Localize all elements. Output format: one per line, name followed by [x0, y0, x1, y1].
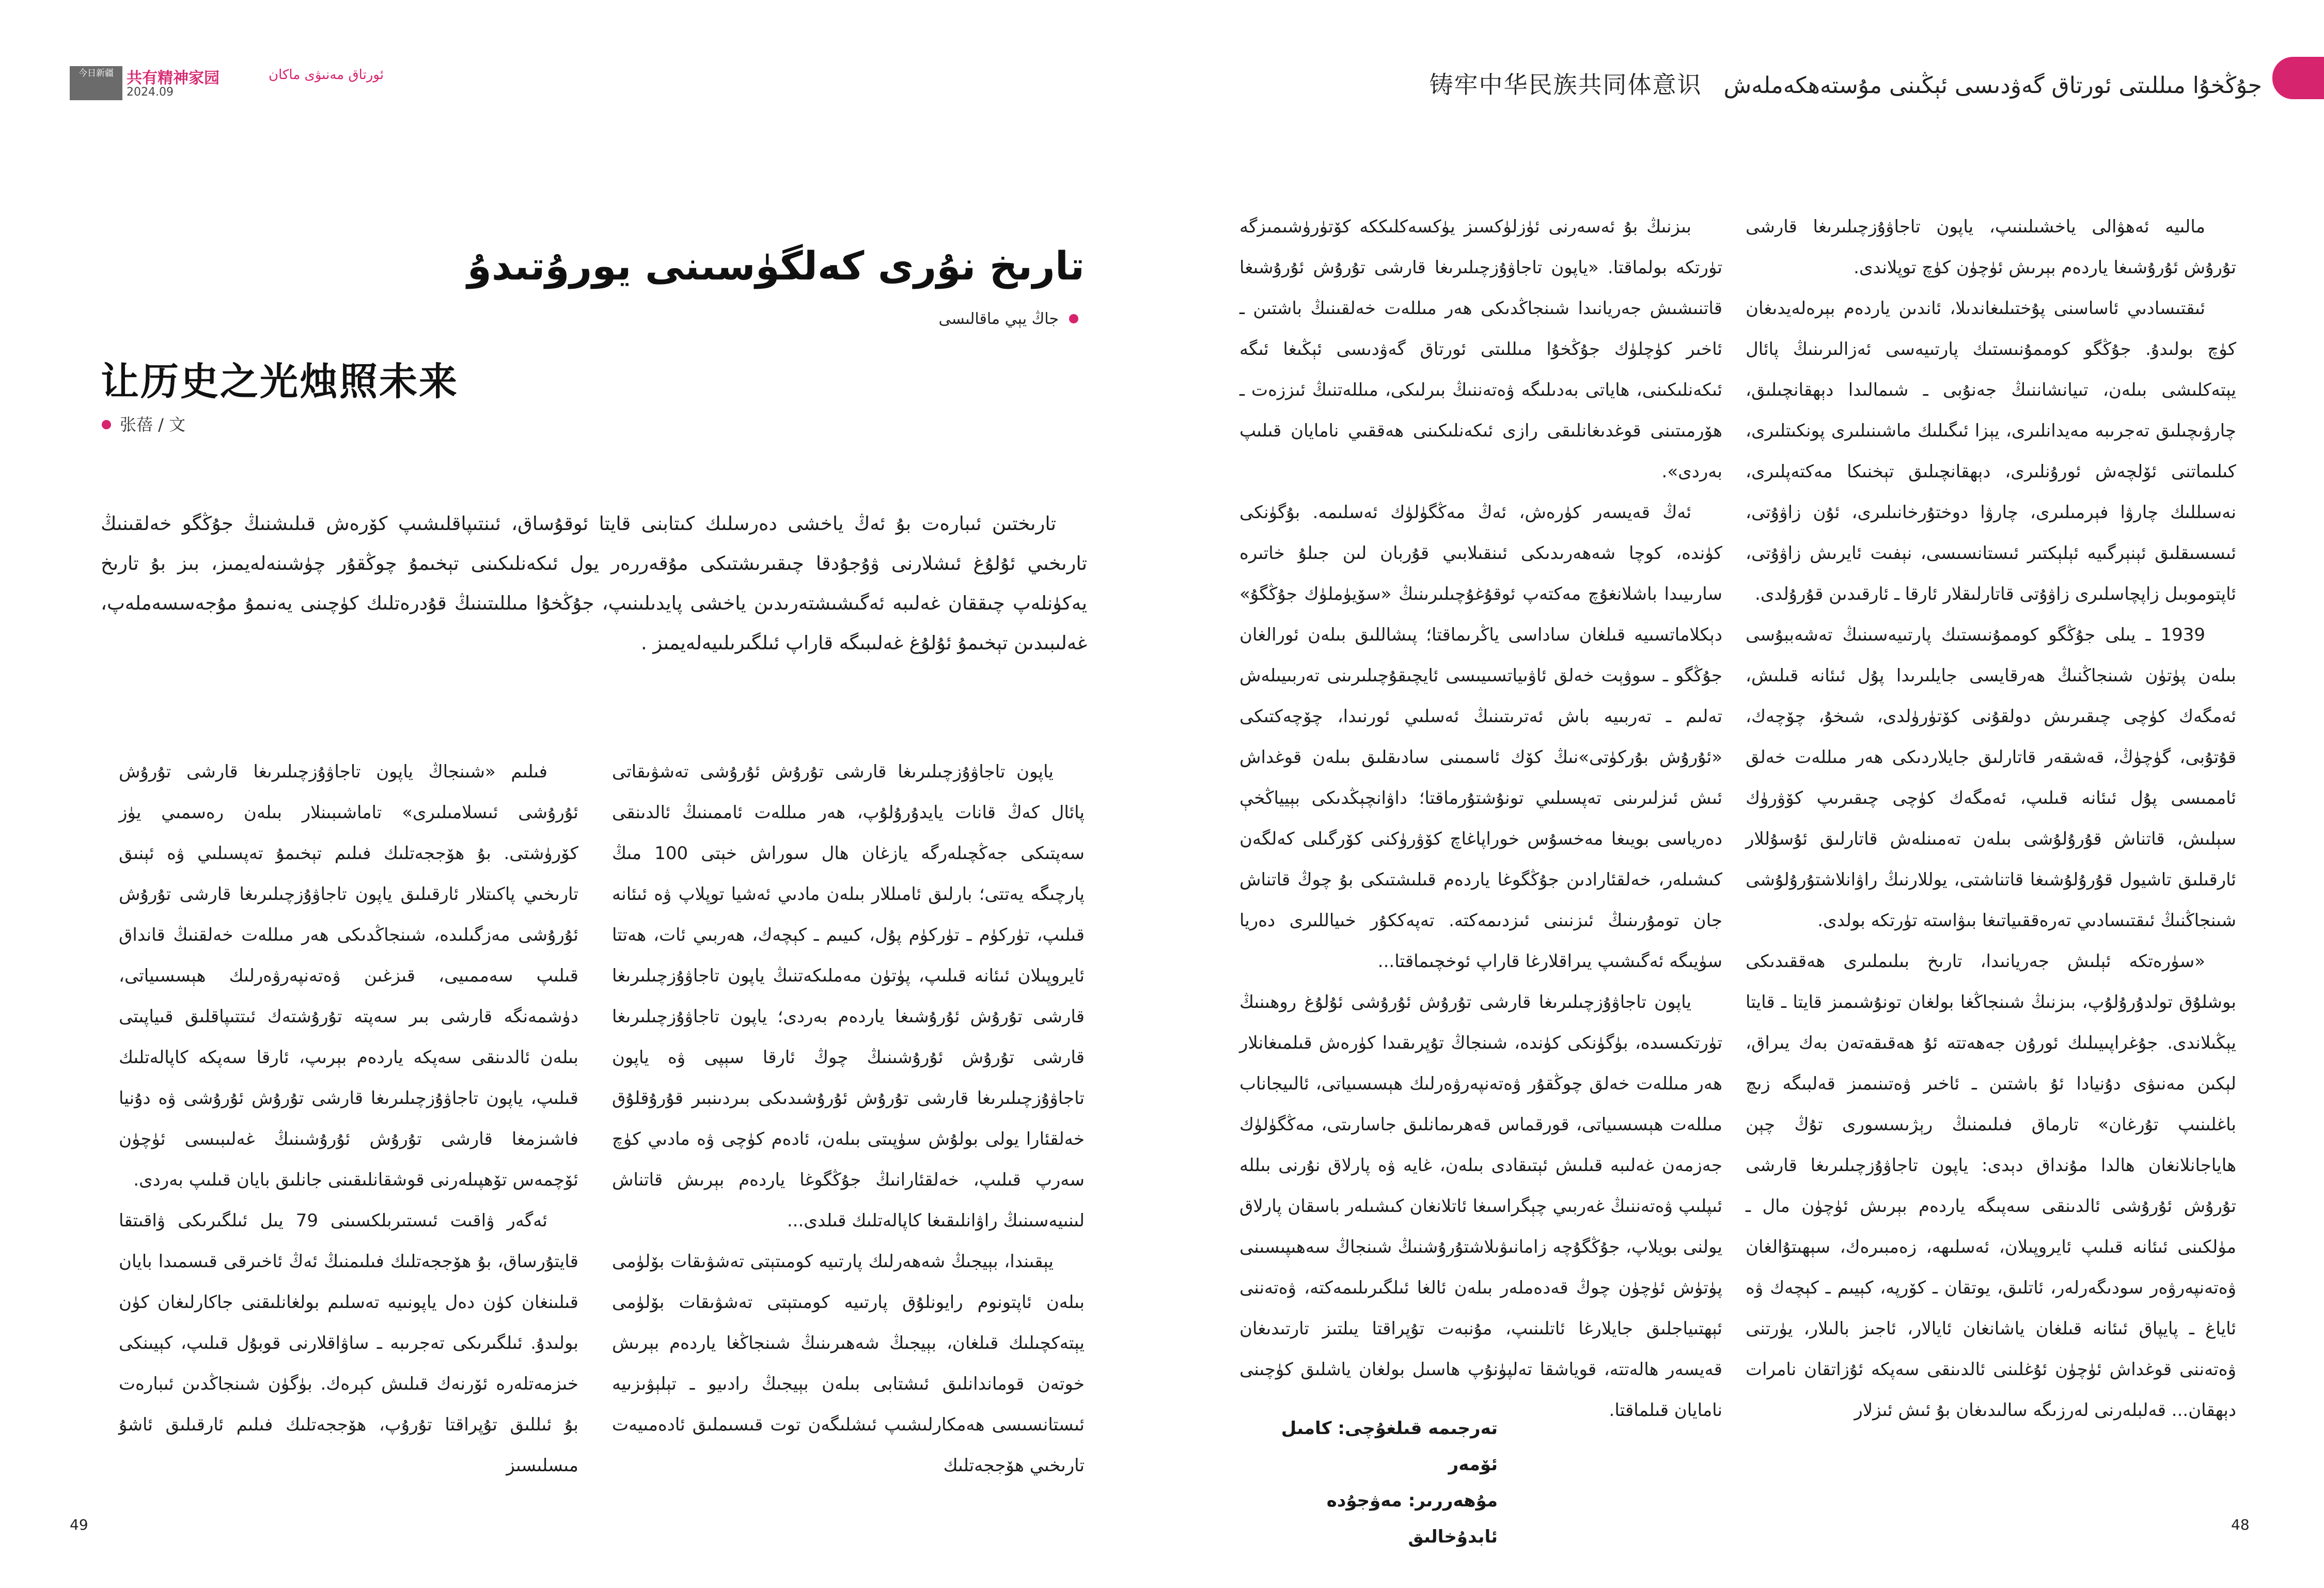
bullet-dot — [1069, 314, 1078, 323]
section-brand-cn: 共有精神家园 — [127, 69, 219, 87]
paragraph: 1939 ـ يىلى جۇڭگو كوممۇنىستىك پارتىيەسىنىڭ تەشەببۇسى بىلەن پۈتۈن شىنجاڭنىڭ ھەرقايسى جايلىرىدا پۇل ئىئانە قىلىش، ئەمگەك كۈچى چىقىرىش دولقۇنى كۆتۈرۈلدى، شىخۇ، چۆچەك، قۇتۇبى، گۈچۈڭ، قەشقەر قاتارلىق جايلاردىكى ھەر مىللەت خەلق ئاممىسى پۇل ئىئانە قىلىپ، ئەمگەك كۈچى چىقىرىپ كۆۋرۈك سېلىش، قاتناش قۇرۇلۇشى بىلەن تەمىنلەش قاتارلىق ئۇسۇللار ئارقىلىق تاشيول قۇرۇلۇشىغا قاتناشتى، يوللارنىڭ راۋانلاشتۇرۇلۇشى شىنجاڭنىڭ ئىقتىسادىي تەرەققىياتىغا بىۋاستە تۈرتكە بولدى. — [1746, 625, 2236, 931]
article-author-cn: 张蓓 / 文 — [120, 415, 186, 434]
right-page-column-1 — [1746, 207, 2236, 1506]
translator-credit: تەرجىمە قىلغۇچى: كامىل ئۆمەر — [1281, 1418, 1498, 1475]
paragraph: مالىيە ئەھۋالى ياخشىلىنىپ، ياپون تاجاۋۇزچىلىرىغا قارشى تۇرۇش ئۇرۇشىغا ياردەم بېرىش ئۈچۈن كۈچ توپلاندى. — [1746, 216, 2236, 278]
bullet-dot — [102, 420, 111, 429]
section-brand-ug: ئورتاق مەنىۋى ماكان — [269, 67, 384, 83]
paragraph: ئەڭ قەيسەر كۈرەش، ئەڭ مەڭگۈلۈك ئەسلىمە. بۇگۈنكى كۈندە، كوچا شەھەرىدىكى ئىنقىلابىي قۇربان لىن جىلۇ خاتىرە سارىيىدا باشلانغۇچ مەكتەپ ئوقۇغۇچىلىرىنىڭ «سۆيۈملۈك جۇڭگۇ» دېكلاماتسىيە قىلغان ساداسى ياڭرىماقتا؛ پىشاللىق بىلەن ئورالغان جۇڭگو ـ سوۋېت خەلق ئاۋىياتسىيىسى ئايچىقۇچىلىرىنى تەربىيىلەش تەلىم ـ تەربىيە باش ئەترىتىنىڭ ئەسلىي ئورنىدا، چۆچەكتىكى «ئۇرۇش بۇركۈتى»نىڭ كۆك ئاسمىنى سادىقلىق بىلەن قوغداش ئىش ئىزلىرىنى تەپسىلىي تونۇشتۇرماقتا؛ داۋانچېڭدىكى بېيياڭخې دەرياسى بويىغا مەخسۇس خوراپاغاچ كۆۋرۈكنى كۆرگىلى كەلگەن كىشىلەر، خەلقئارادىن جۇڭگوغا ياردەم قىلىشتىكى بۇ چوڭ قاتناش جان تومۇرىنىڭ ئىزنىنى ئىزدىمەكتە. تەپەككۇر خىياللىرى دەريا سۈيىگە ئەگىشىپ يىراقلارغا قاراپ ئوخچىماقتا... — [1239, 502, 1722, 972]
article-title-cn: 让历史之光烛照未来 — [101, 360, 459, 404]
article-lead — [101, 504, 1087, 663]
paragraph: ئىقتىسادىي ئاساسنى پۇختىلىغاندىلا، ئاندىن ياردەم بېرەلەيدىغان كۈچ بولىدۇ. جۇڭگو كوممۇنىستىك پارتىيەسى ئەزالىرىنىڭ پائال يېتەكلىشى بىلەن، تىيانشاننىڭ جەنۇبى ـ شىمالىدا دېھقانچىلىق، چارۋىچىلىق تەجرىبە مەيدانلىرى، يېزا ئىگىلىك ماشىنىلىرى پونكىتلىرى، كىلىماتنى ئۆلچەش ئورۇنلىرى، دېھقانچىلىق تېخنىكا مەكتەپلىرى، نەسىللىك چارۋا فېرمىلىرى، چارۋا دوختۇرخانىلىرى، ئۇن زاۋۇتى، ئىسسىقلىق ئېنېرگىيە ئېلېكتىر ئىستانسىسى، نېفىت ئايرىش زاۋۇتى، ئاپتوموبىل زاپچاسلىرى زاۋۇتى قاتارلىقلار ئارقا ـ ئارقىدىن قۇرۇلدى. — [1746, 298, 2236, 604]
magazine-logo: 今日新疆 — [70, 66, 122, 100]
paragraph: بىزنىڭ بۇ ئەسەرنى ئۈزلۈكسىز يۈكسەكلىككە كۆتۈرۈشىمىزگە تۈرتكە بولماقتا. «ياپون تاجاۋۇزچىلىرىغا قارشى تۇرۇش ئۇرۇشىغا قاتنىشىش جەريانىدا شىنجاڭدىكى ھەر مىللەت خەلقىنىڭ باشتىن ـ ئاخىر كۈچلۈك جۇڭخۇا مىللىتى ئورتاق گەۋدىسى ئېڭىغا ئىگە ئىكەنلىكىنى، ھاياتى بەدىلىگە ۋەتەننىڭ بىرلىكى، مىللەتنىڭ ئىززەت ـ ھۆرمىتىنى قوغدىغانلىقى رازى ئىكەنلىكىنى ھەققىي نامايان قىلىپ بەردى». — [1239, 216, 1722, 482]
article-author-ug: جاڭ يېي ماقالىسى — [938, 310, 1059, 328]
paragraph: «سۈرەتكە ئېلىش جەريانىدا، تارىخ بىلىملىرى ھەققىدىكى بوشلۇق تولدۇرۇلۇپ، بىزنىڭ شىنجاڭغا بولغان تونۇشىمىز قايتا ـ قايتا يېڭىلاندى. جۇغراپىيىلىك ئورۇن جەھەتتە ئۇ ھەقىقەتەن بەك يىراق، لېكىن مەنىۋى دۇنيادا ئۇ باشتىن ـ ئاخىر ۋەتىنىمىز قەلبىگە زىچ باغلىنىپ تۇرغان» تارماق فىلىمنىڭ رېژىسسورى تۇڭ چېن ھاياجانلانغان ھالدا مۇنداق دېدى: ياپون تاجاۋۇزچىلىرىغا قارشى تۇرۇش ئۇرۇشى ئالدىنقى سەپىگە ياردەم بېرىش ئۈچۈن مال ـ مۈلكىنى ئىئانە قىلىپ ئايروپىلان، ئەسلىھە، زەمبىرەك، سېھىتۇالغان ۋەتەنپەرۋەر سودىگەرلەر، ئاتلىق، يوتقان ـ كۆرپە، كېيىم ـ كېچەك ۋە ئاياغ ـ پايپاق ئىئانە قىلغان ياشانغان ئايالار، ئاجىز بالىلار، يۈرتنى ۋەتەننى قوغداش ئۈچۈن ئۇغلىنى ئالدىنقى سەپكە ئۇزاتقان نامرات دېھقان... قەلبلەرنى لەرزىگە سالىدىغان بۇ ئىش ئىزلار — [1746, 951, 2236, 1421]
paragraph: ياپون تاجاۋۇزچىلىرىغا قارشى تۇرۇش ئۇرۇشى ئۇلۇغ روھىنىڭ تۈرتكىسىدە، بۈگۈنكى كۈندە، شىنجاڭ تۇپرىقىدا كۈرەش قىلمىغانلار ھەر مىللەت خەلق چوڭقۇر ۋەتەنپەرۋەرلىك ھېسسىياتى، ئالىيجاناب مىللەت ھېسسىياتى، قورقماس قەھرىمانلىق جاسارىتى، مەڭگۈلۈك جەزمەن غەلىبە قىلىش ئېتىقادى بىلەن، غايە ۋە پارلاق نۇرنى بىللە ئىپلىپ ۋەتەننىڭ غەربىي چېگراسىغا ئاتلانغان كىشىلەر باسقان پارلاق يولنى بويلاپ، جۇڭگۇچە زامانىۋىلاشتۇرۇشنىڭ شىنجاڭ سەھىپىسىنى پۈتۈش ئۈچۈن چوڭ قەدەملەر بىلەن ئالغا ئىلگىرىلىمەكتە، ۋەتەننى ئېھتىياجلىق جايلارغا ئاتلىنىپ، مۇنبەت تۇپراقتا يىلتىز تارتىدىغان قەيسەر ھالەتتە، قوياشقا تەلپۈنۇپ ھاسىل بولغان ياشلىق كۈچىنى نامايان قىلماقتا. — [1239, 992, 1722, 1421]
header-text-cn: 铸牢中华民族共同体意识 — [1429, 71, 1702, 99]
article-credits — [1239, 1410, 1498, 1555]
left-page-column-1 — [612, 752, 1085, 1506]
right-page-column-2 — [1239, 207, 1722, 1421]
header-accent-tab — [2272, 57, 2324, 99]
paragraph: ياپون تاجاۋۇزچىلىرىغا قارشى تۇرۇش ئۇرۇشى تەشۋىقاتى پائال كەڭ قانات يايدۇرۇلۇپ، ھەر مىللەت ئاممىنىڭ ئالدىنقى سەپتىكى جەڭچىلەرگە يازغان ھال سوراش خېتى 100 مىڭ پارچىگە يەتتى؛ بارلىق ئامىللار بىلەن مادىي ئەشيا توپلاپ ۋە ئىئانە قىلىپ، تۈركۈم ـ تۈركۈم پۇل، كىيىم ـ كېچەك، ھەربىي ئات، ھەتتا ئايروپىلان ئىئانە قىلىپ، پۈتۈن مەملىكەتنىڭ ياپون تاجاۋۇزچىلىرىغا قارشى تۇرۇش ئۇرۇشىغا ياردەم بەردى؛ ياپون تاجاۋۇزچىلىرىغا قارشى تۇرۇش ئۇرۇشىنىڭ چوڭ ئارقا سېپى ۋە ياپون تاجاۋۇزچىلىرىغا قارشى تۇرۇش ئۇرۇشىدىكى بىردىنبىر قۇرۇقلۇق خەلقئارا يولى بولۇش سۈپىتى بىلەن، ئادەم كۈچى ۋە مادىي كۈچ سەرپ قىلىپ، خەلقئارانىڭ جۇڭگوغا ياردەم بېرىش قاتناش لىنىيەسىنىڭ راۋانلىقىغا كاپالەتلىك قىلدى... — [612, 761, 1085, 1231]
left-page-column-2 — [119, 752, 578, 1506]
paragraph: ئەگەر ۋاقىت ئىستىربلكسىنى 79 يىل ئىلگىرىكى ۋاقىتقا قايتۇرساق، بۇ ھۆججەتلىك فىلىمنىڭ ئەڭ ئاخىرقى قىسمىدا بايان قىلىنغان كۈن دەل ياپونىيە تەسلىم بولغانلىقنى جاكارلىغان كۈن بولىدۇ. ئىلگىرىكى تەجرىبە ـ ساۋاقلارنى قوبۇل قىلىپ، كېيىنكى خىزمەتلەرە ئۆرنەك قىلىش كېرەك. بۈگۈن شىنجاڭدىن ئىبارەت بۇ ئىللىق تۇپراقتا تۇرۇپ، ھۆججەتلىك فىلىم ئارقىلىق ئاشۇ مىسلىسىز — [119, 1210, 578, 1476]
article-title-ug: تارىخ نۇرى كەلگۈسىنى يورۇتىدۇ — [467, 243, 1085, 289]
page-number-right: 48 — [2231, 1516, 2250, 1533]
header-text-ug: جۇڭخۇا مىللىتى ئورتاق گەۋدىسى ئېڭىنى مۇستەھكەملەش — [1723, 72, 2262, 99]
issue-date: 2024.09 — [127, 86, 174, 99]
page-number-left: 49 — [70, 1516, 88, 1533]
paragraph: فىلىم «شىنجاڭ ياپون تاجاۋۇزچىلىرىغا قارشى تۇرۇش ئۇرۇشى ئىسلامىلىرى» تاماشىبىنلار بىلەن رەسمىي يۈز كۆرۈشتى. بۇ ھۆججەتلىك فىلىم تېخىمۇ تەپسىلىي ۋە ئېنىق تارىخىي پاكىتلار ئارقىلىق ياپون تاجاۋۇزچىلىرىغا قارشى تۇرۇش ئۇرۇشى مەزگىلىدە، شىنجاڭدىكى ھەر مىللەت خەلقنىڭ قانداق قىلىپ سەممىيى، قىزغىن ۋەتەنپەرۋەرلىك ھېسسىياتى، دۈشمەنگە قارشى بىر سەپتە تۇرۇشتەك ئىتتىپاقلىق قىياپىتى بىلەن ئالدىنقى سەپكە ياردەم بېرىپ، ئارقا سەپكە كاپالەتلىك قىلىپ، ياپون تاجاۋۇزچىلىرىغا قارشى تۇرۇش ئۇرۇشى ۋە دۇنيا فاشىزمغا قارشى تۇرۇش ئۇرۇشىنىڭ غەلىبىسى ئۈچۈن ئۆچمەس تۆھپىلەرنى قوشقانلىقىنى جانلىق بايان قىلىپ بەردى. — [119, 761, 578, 1190]
lead-paragraph: تارىختىن ئىبارەت بۇ ئەڭ ياخشى دەرسلىك كىتابنى قايتا ئوقۇساق، ئىنتىپاقلىشىپ كۆرەش قىلىشنىڭ جۇڭگو خەلقىنىڭ تارىخىي ئۇلۇغ ئىشلارنى ۋۇجۇدقا چىقىرىشتىكى مۇقەررەر يول ئىكەنلىكىنى تېخىمۇ چوڭقۇر چۈشىنەلەيمىز، بىز بۇ تارىخ يەكۈنلەپ چىققان غەلىبە ئەگىشىشتەرىدىن ياخشى پايدىلىنىپ، جۇڭخۇا مىللىتىنىڭ قۇدرەتلىك كۈچىنى يەنىمۇ مۇجەسسەملەپ، غەلىبىدىن تېخىمۇ ئۇلۇغ غەلىبىگە قاراپ ئىلگىرىلىيەلەيمىز . — [101, 512, 1087, 654]
editor-credit: مۇھەررىر: مەۋجۇدە ئابدۇخالىق — [1326, 1490, 1498, 1547]
page-header — [1429, 66, 2262, 100]
paragraph: يېقىندا، بېيجىڭ شەھەرلىك پارتىيە كومىتېتى تەشۋىقات بۆلۈمى بىلەن ئاپتونوم رايونلۇق پارتىيە كومىتېتى تەشۋىقات بۆلۈمى يېتەكچىلىك قىلغان، بېيجىڭ شەھىرىنىڭ شىنجاڭغا ياردەم بېرىش خوتەن قوماندانلىق ئىشتابى بىلەن بېيجىڭ رادىيو ـ تېلېۋىزىيە ئىستانسىسى ھەمكارلىشىپ ئىشلىگەن توت قىسىملىق ئادەمىيەت تارىخىي ھۆججەتلىك — [612, 1251, 1085, 1476]
